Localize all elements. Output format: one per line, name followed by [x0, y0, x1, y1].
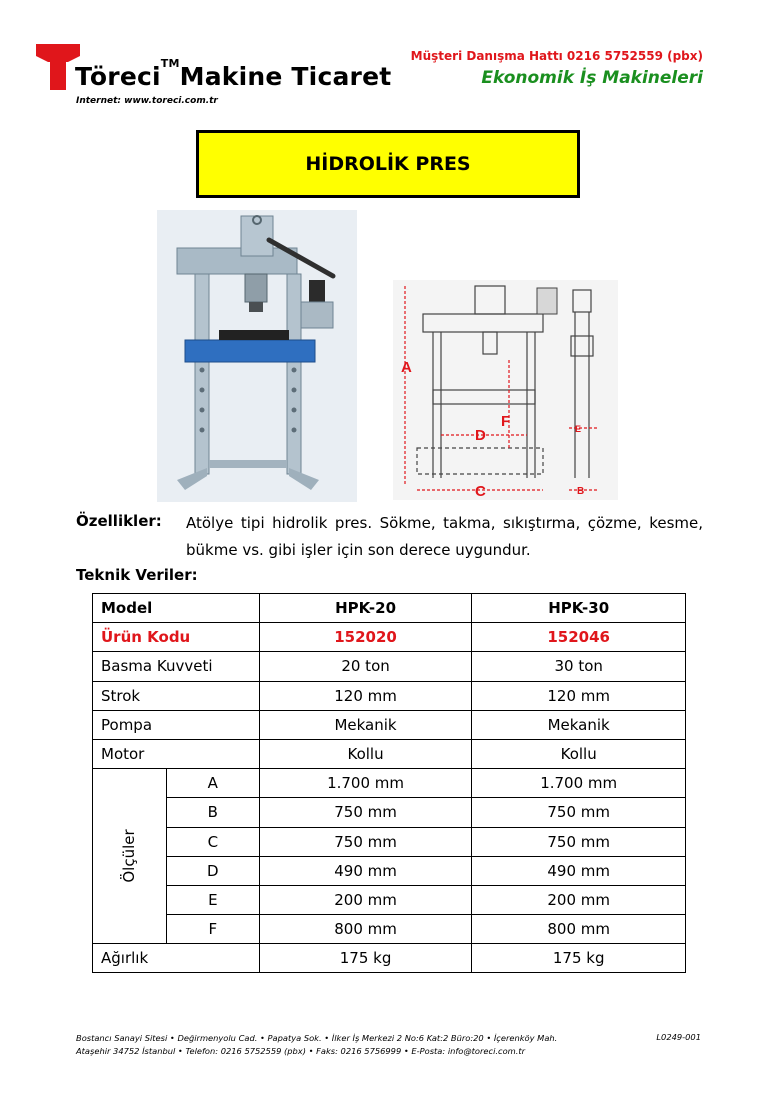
table-row	[93, 652, 686, 681]
weight-hpk30: 175 kg	[472, 944, 686, 973]
dimensions-label-cell	[93, 769, 167, 944]
row-value: 30 ton	[472, 652, 686, 681]
footer-line-1: Bostancı Sanayi Sitesi • Değirmenyolu Cad. • Papatya Sok. • İlker İş Merkezi 2 No:6 Kat:2 Büro:20 • İçerenköy Mah.	[76, 1033, 558, 1043]
dimension-value: 800 mm	[259, 915, 472, 944]
dimension-value: 750 mm	[259, 827, 472, 856]
dimension-value: 200 mm	[472, 885, 686, 914]
drawing-label-f: F	[501, 413, 511, 430]
drawing-label-c: C	[475, 483, 486, 500]
customer-hotline: Müşteri Danışma Hattı 0216 5752559 (pbx)	[410, 49, 703, 63]
drawing-label-a: A	[401, 359, 412, 376]
features-label: Özellikler:	[76, 512, 162, 530]
dimension-key: A	[166, 769, 259, 798]
table-row-dimension	[93, 798, 686, 827]
dimension-value: 490 mm	[472, 856, 686, 885]
row-label: Strok	[93, 681, 260, 710]
dimension-key: B	[166, 798, 259, 827]
weight-label: Ağırlık	[93, 944, 260, 973]
table-row	[93, 710, 686, 739]
row-label: Motor	[93, 739, 260, 768]
document-number: L0249-001	[656, 1032, 701, 1042]
dimension-value: 200 mm	[259, 885, 472, 914]
row-value: Kollu	[259, 739, 472, 768]
toreci-logo-icon	[36, 44, 80, 90]
internet-address: Internet: www.toreci.com.tr	[76, 96, 218, 106]
footer-line-2: Ataşehir 34752 İstanbul • Telefon: 0216 5752559 (pbx) • Faks: 0216 5756999 • E-Posta: info@toreci.com.tr	[76, 1046, 526, 1056]
row-label: Pompa	[93, 710, 260, 739]
features-text: Atölye tipi hidrolik pres. Sökme, takma, sıkıştırma, çözme, kesme, bükme vs. gibi işler için son derece uygundur.	[186, 514, 703, 559]
dimension-value: 1.700 mm	[259, 769, 472, 798]
dimension-key: F	[166, 915, 259, 944]
product-code-label: Ürün Kodu	[93, 623, 260, 652]
row-value: Kollu	[472, 739, 686, 768]
row-value: 20 ton	[259, 652, 472, 681]
weight-hpk20: 175 kg	[259, 944, 472, 973]
dimension-value: 750 mm	[259, 798, 472, 827]
dimension-value: 490 mm	[259, 856, 472, 885]
spec-table	[92, 593, 686, 973]
product-code-hpk30: 152046	[472, 623, 686, 652]
technical-data-label: Teknik Veriler:	[76, 566, 198, 584]
footer-address	[76, 1032, 557, 1058]
table-row-dimension	[93, 827, 686, 856]
table-row	[93, 739, 686, 768]
title-box	[196, 130, 580, 198]
dimension-value: 750 mm	[472, 798, 686, 827]
trademark-symbol: TM	[160, 57, 180, 70]
dimensions-label: Ölçüler	[120, 829, 139, 883]
hydraulic-press-photo	[157, 210, 357, 502]
row-value: Mekanik	[259, 710, 472, 739]
dimension-key: E	[166, 885, 259, 914]
dimension-value: 1.700 mm	[472, 769, 686, 798]
dimension-value: 750 mm	[472, 827, 686, 856]
table-row-weight	[93, 944, 686, 973]
model-hpk30: HPK-30	[472, 594, 686, 623]
dimension-key: D	[166, 856, 259, 885]
table-row-dimension	[93, 915, 686, 944]
product-code-hpk20: 152020	[259, 623, 472, 652]
row-value: 120 mm	[259, 681, 472, 710]
dimension-key: C	[166, 827, 259, 856]
table-row-dimension	[93, 885, 686, 914]
drawing-label-e: E	[575, 424, 582, 434]
table-row-dimension	[93, 769, 686, 798]
dimension-value: 800 mm	[472, 915, 686, 944]
drawing-label-b: B	[577, 486, 585, 497]
model-label: Model	[93, 594, 260, 623]
company-tagline: Ekonomik İş Makineleri	[481, 68, 703, 88]
page-title: HİDROLİK PRES	[305, 153, 471, 175]
table-row	[93, 681, 686, 710]
table-row-product-code	[93, 623, 686, 652]
model-hpk20: HPK-20	[259, 594, 472, 623]
brand-name: Töreci™Makine Ticaret	[75, 57, 392, 91]
row-label: Basma Kuvveti	[93, 652, 260, 681]
table-row-dimension	[93, 856, 686, 885]
row-value: Mekanik	[472, 710, 686, 739]
table-row-model	[93, 594, 686, 623]
row-value: 120 mm	[472, 681, 686, 710]
drawing-label-d: D	[475, 427, 486, 444]
dimension-drawing	[393, 280, 618, 500]
